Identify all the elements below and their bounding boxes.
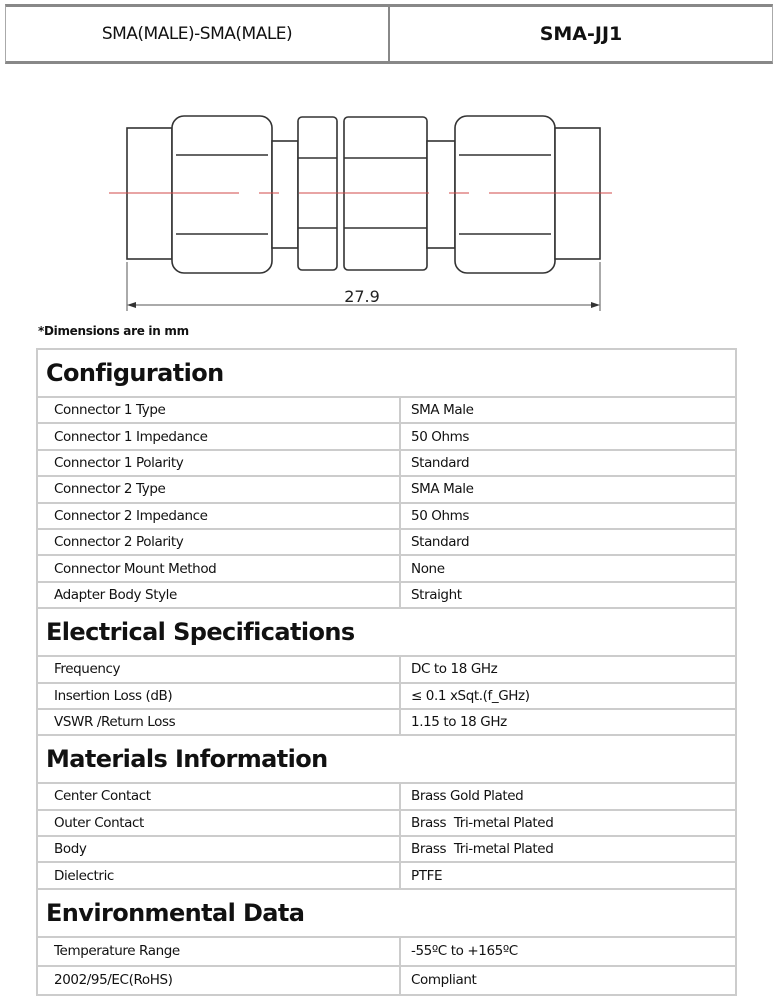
section-heading: Configuration xyxy=(38,350,735,398)
section-configuration xyxy=(38,350,735,609)
table-row xyxy=(38,863,735,889)
spec-value: DC to 18 GHz xyxy=(411,661,498,678)
table-row xyxy=(38,657,735,683)
spec-value: SMA Male xyxy=(411,402,474,419)
section-materials-information xyxy=(38,736,735,890)
table-row xyxy=(38,424,735,450)
spec-label: VSWR /Return Loss xyxy=(38,710,401,734)
left-neck xyxy=(272,141,298,248)
spec-label: Body xyxy=(38,837,401,861)
model-number: SMA-JJ1 xyxy=(539,23,623,45)
table-row xyxy=(38,477,735,503)
section-heading: Environmental Data xyxy=(38,890,735,938)
spec-label: 2002/95/EC(RoHS) xyxy=(38,967,401,994)
spec-value: 1.15 to 18 GHz xyxy=(411,714,507,731)
section-electrical-specifications xyxy=(38,609,735,736)
spec-value: Brass Gold Plated xyxy=(411,788,524,805)
spec-label: Connector 2 Type xyxy=(38,477,401,501)
spec-value: Brass Tri-metal Plated xyxy=(411,814,554,831)
left-hex-nut xyxy=(172,116,272,273)
right-neck xyxy=(427,141,455,248)
spec-table xyxy=(36,348,737,996)
spec-value: 50 Ohms xyxy=(411,507,470,524)
section-environmental-data xyxy=(38,890,735,996)
spec-label: Adapter Body Style xyxy=(38,583,401,607)
table-row xyxy=(38,451,735,477)
spec-value: Brass Tri-metal Plated xyxy=(411,841,554,858)
spec-label: Dielectric xyxy=(38,863,401,887)
spec-value: Compliant xyxy=(411,972,477,989)
table-row xyxy=(38,398,735,424)
table-row xyxy=(38,556,735,582)
right-hex-nut xyxy=(455,116,555,273)
spec-label: Outer Contact xyxy=(38,811,401,835)
spec-value: None xyxy=(411,560,445,577)
dimensions-note: *Dimensions are in mm xyxy=(38,324,189,338)
table-row xyxy=(38,784,735,810)
spec-value: ≤ 0.1 xSqt.(f_GHz) xyxy=(411,687,530,704)
spec-label: Temperature Range xyxy=(38,938,401,965)
spec-label: Frequency xyxy=(38,657,401,681)
spec-label: Insertion Loss (dB) xyxy=(38,684,401,708)
spec-label: Connector 1 Type xyxy=(38,398,401,422)
table-row xyxy=(38,530,735,556)
table-row xyxy=(38,504,735,530)
spec-label: Connector 1 Impedance xyxy=(38,424,401,448)
section-heading: Materials Information xyxy=(38,736,735,784)
spec-value: -55ºC to +165ºC xyxy=(411,943,518,960)
table-row xyxy=(38,967,735,996)
spec-label: Connector 2 Impedance xyxy=(38,504,401,528)
table-row xyxy=(38,710,735,736)
spec-label: Center Contact xyxy=(38,784,401,808)
table-row xyxy=(38,837,735,863)
spec-label: Connector Mount Method xyxy=(38,556,401,580)
spec-value: 50 Ohms xyxy=(411,428,470,445)
spec-value: SMA Male xyxy=(411,481,474,498)
spec-label: Connector 1 Polarity xyxy=(38,451,401,475)
table-row xyxy=(38,583,735,609)
spec-value: PTFE xyxy=(411,867,443,884)
connector-type-title: SMA(MALE)-SMA(MALE) xyxy=(6,7,390,61)
spec-value: Standard xyxy=(411,454,470,471)
dimension-label: 27.9 xyxy=(344,287,380,306)
table-row xyxy=(38,811,735,837)
spec-label: Connector 2 Polarity xyxy=(38,530,401,554)
spec-value: Straight xyxy=(411,586,462,603)
table-row xyxy=(38,684,735,710)
connector-drawing xyxy=(0,90,780,320)
table-row xyxy=(38,938,735,967)
title-header xyxy=(5,4,773,64)
section-heading: Electrical Specifications xyxy=(38,609,735,657)
spec-value: Standard xyxy=(411,534,470,551)
